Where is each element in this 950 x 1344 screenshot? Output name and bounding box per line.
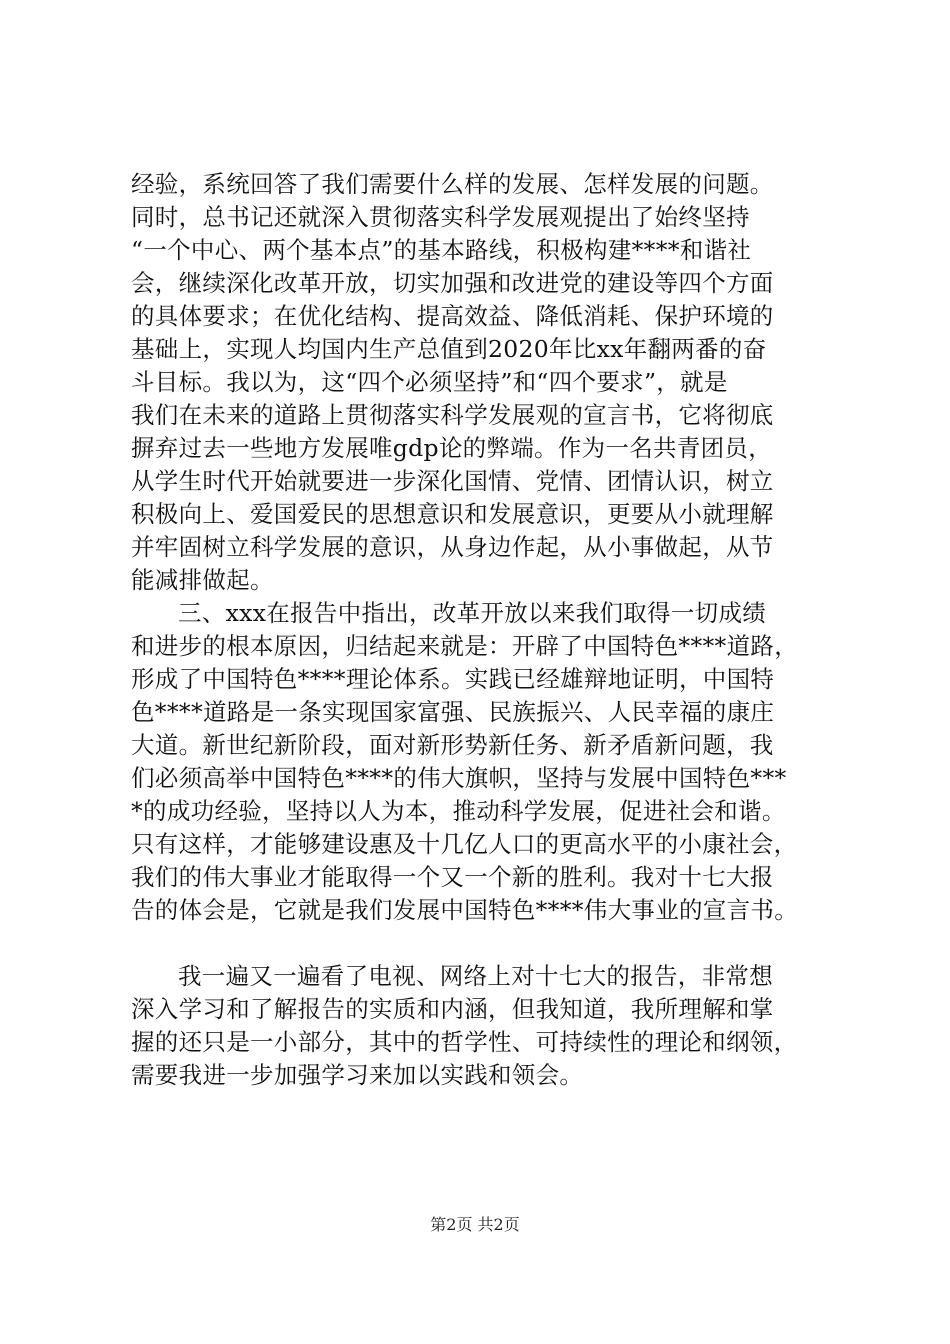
text-line: 色****道路是一条实现国家富强、民族振兴、人民幸福的康庄	[131, 698, 775, 726]
text-line: “一个中心、两个基本点”的基本路线，积极构建****和谐社	[131, 236, 752, 264]
paragraph-3	[131, 960, 851, 1092]
text-line: 斗目标。我以为，这“四个必须坚持”和“四个要求”，就是	[131, 368, 728, 396]
text-line: 从学生时代开始就要进一步深化国情、党情、团情认识，树立	[131, 467, 774, 495]
text-line: 经验，系统回答了我们需要什么样的发展、怎样发展的问题。	[131, 170, 774, 198]
text-line: 需要我进一步加强学习来加以实践和领会。	[131, 1061, 584, 1089]
text-line: *的成功经验，坚持以人为本，推动科学发展，促进社会和谐。	[131, 797, 786, 825]
text-line: 大道。新世纪新阶段，面对新形势新任务、新矛盾新问题，我	[131, 731, 774, 759]
paragraph-gap	[131, 927, 851, 960]
text-line: 并牢固树立科学发展的意识，从身边作起，从小事做起，从节	[131, 533, 774, 561]
text-line: 告的体会是，它就是我们发展中国特色****伟大事业的宣言书。	[131, 896, 798, 924]
text-line: 能减排做起。	[131, 566, 274, 594]
text-line: 握的还只是一小部分，其中的哲学性、可持续性的理论和纲领，	[131, 1028, 798, 1056]
text-line: 摒弃过去一些地方发展唯gdp论的弊端。作为一名共青团员，	[131, 434, 773, 462]
text-line: 我一遍又一遍看了电视、网络上对十七大的报告，非常想	[178, 962, 773, 990]
text-line: 同时，总书记还就深入贯彻落实科学发展观提出了始终坚持	[131, 203, 750, 231]
body-text	[131, 168, 851, 1092]
paragraph-1	[131, 168, 851, 597]
page-footer: 第2页 共2页	[430, 1215, 520, 1234]
text-line: 只有这样，才能够建设惠及十几亿人口的更高水平的小康社会，	[131, 830, 798, 858]
text-line: 基础上，实现人均国内生产总值到2020年比xx年翻两番的奋	[131, 335, 767, 363]
text-line: 深入学习和了解报告的实质和内涵，但我知道，我所理解和掌	[131, 995, 774, 1023]
text-line: 积极向上、爱国爱民的思想意识和发展意识，更要从小就理解	[131, 500, 774, 528]
text-line: 和进步的根本原因，归结起来就是：开辟了中国特色****道路，	[131, 632, 798, 660]
text-line: 们必须高举中国特色****的伟大旗帜，坚持与发展中国特色***	[131, 764, 787, 792]
text-line: 的具体要求；在优化结构、提高效益、降低消耗、保护环境的	[131, 302, 774, 330]
text-line: 三、xxx在报告中指出，改革开放以来我们取得一切成绩	[178, 599, 767, 627]
paragraph-2	[131, 597, 851, 927]
text-line: 我们的伟大事业才能取得一个又一个新的胜利。我对十七大报	[131, 863, 774, 891]
text-line: 我们在未来的道路上贯彻落实科学发展观的宣言书，它将彻底	[131, 401, 774, 429]
text-line: 会，继续深化改革开放，切实加强和改进党的建设等四个方面	[131, 269, 774, 297]
text-line: 形成了中国特色****理论体系。实践已经雄辩地证明，中国特	[131, 665, 775, 693]
